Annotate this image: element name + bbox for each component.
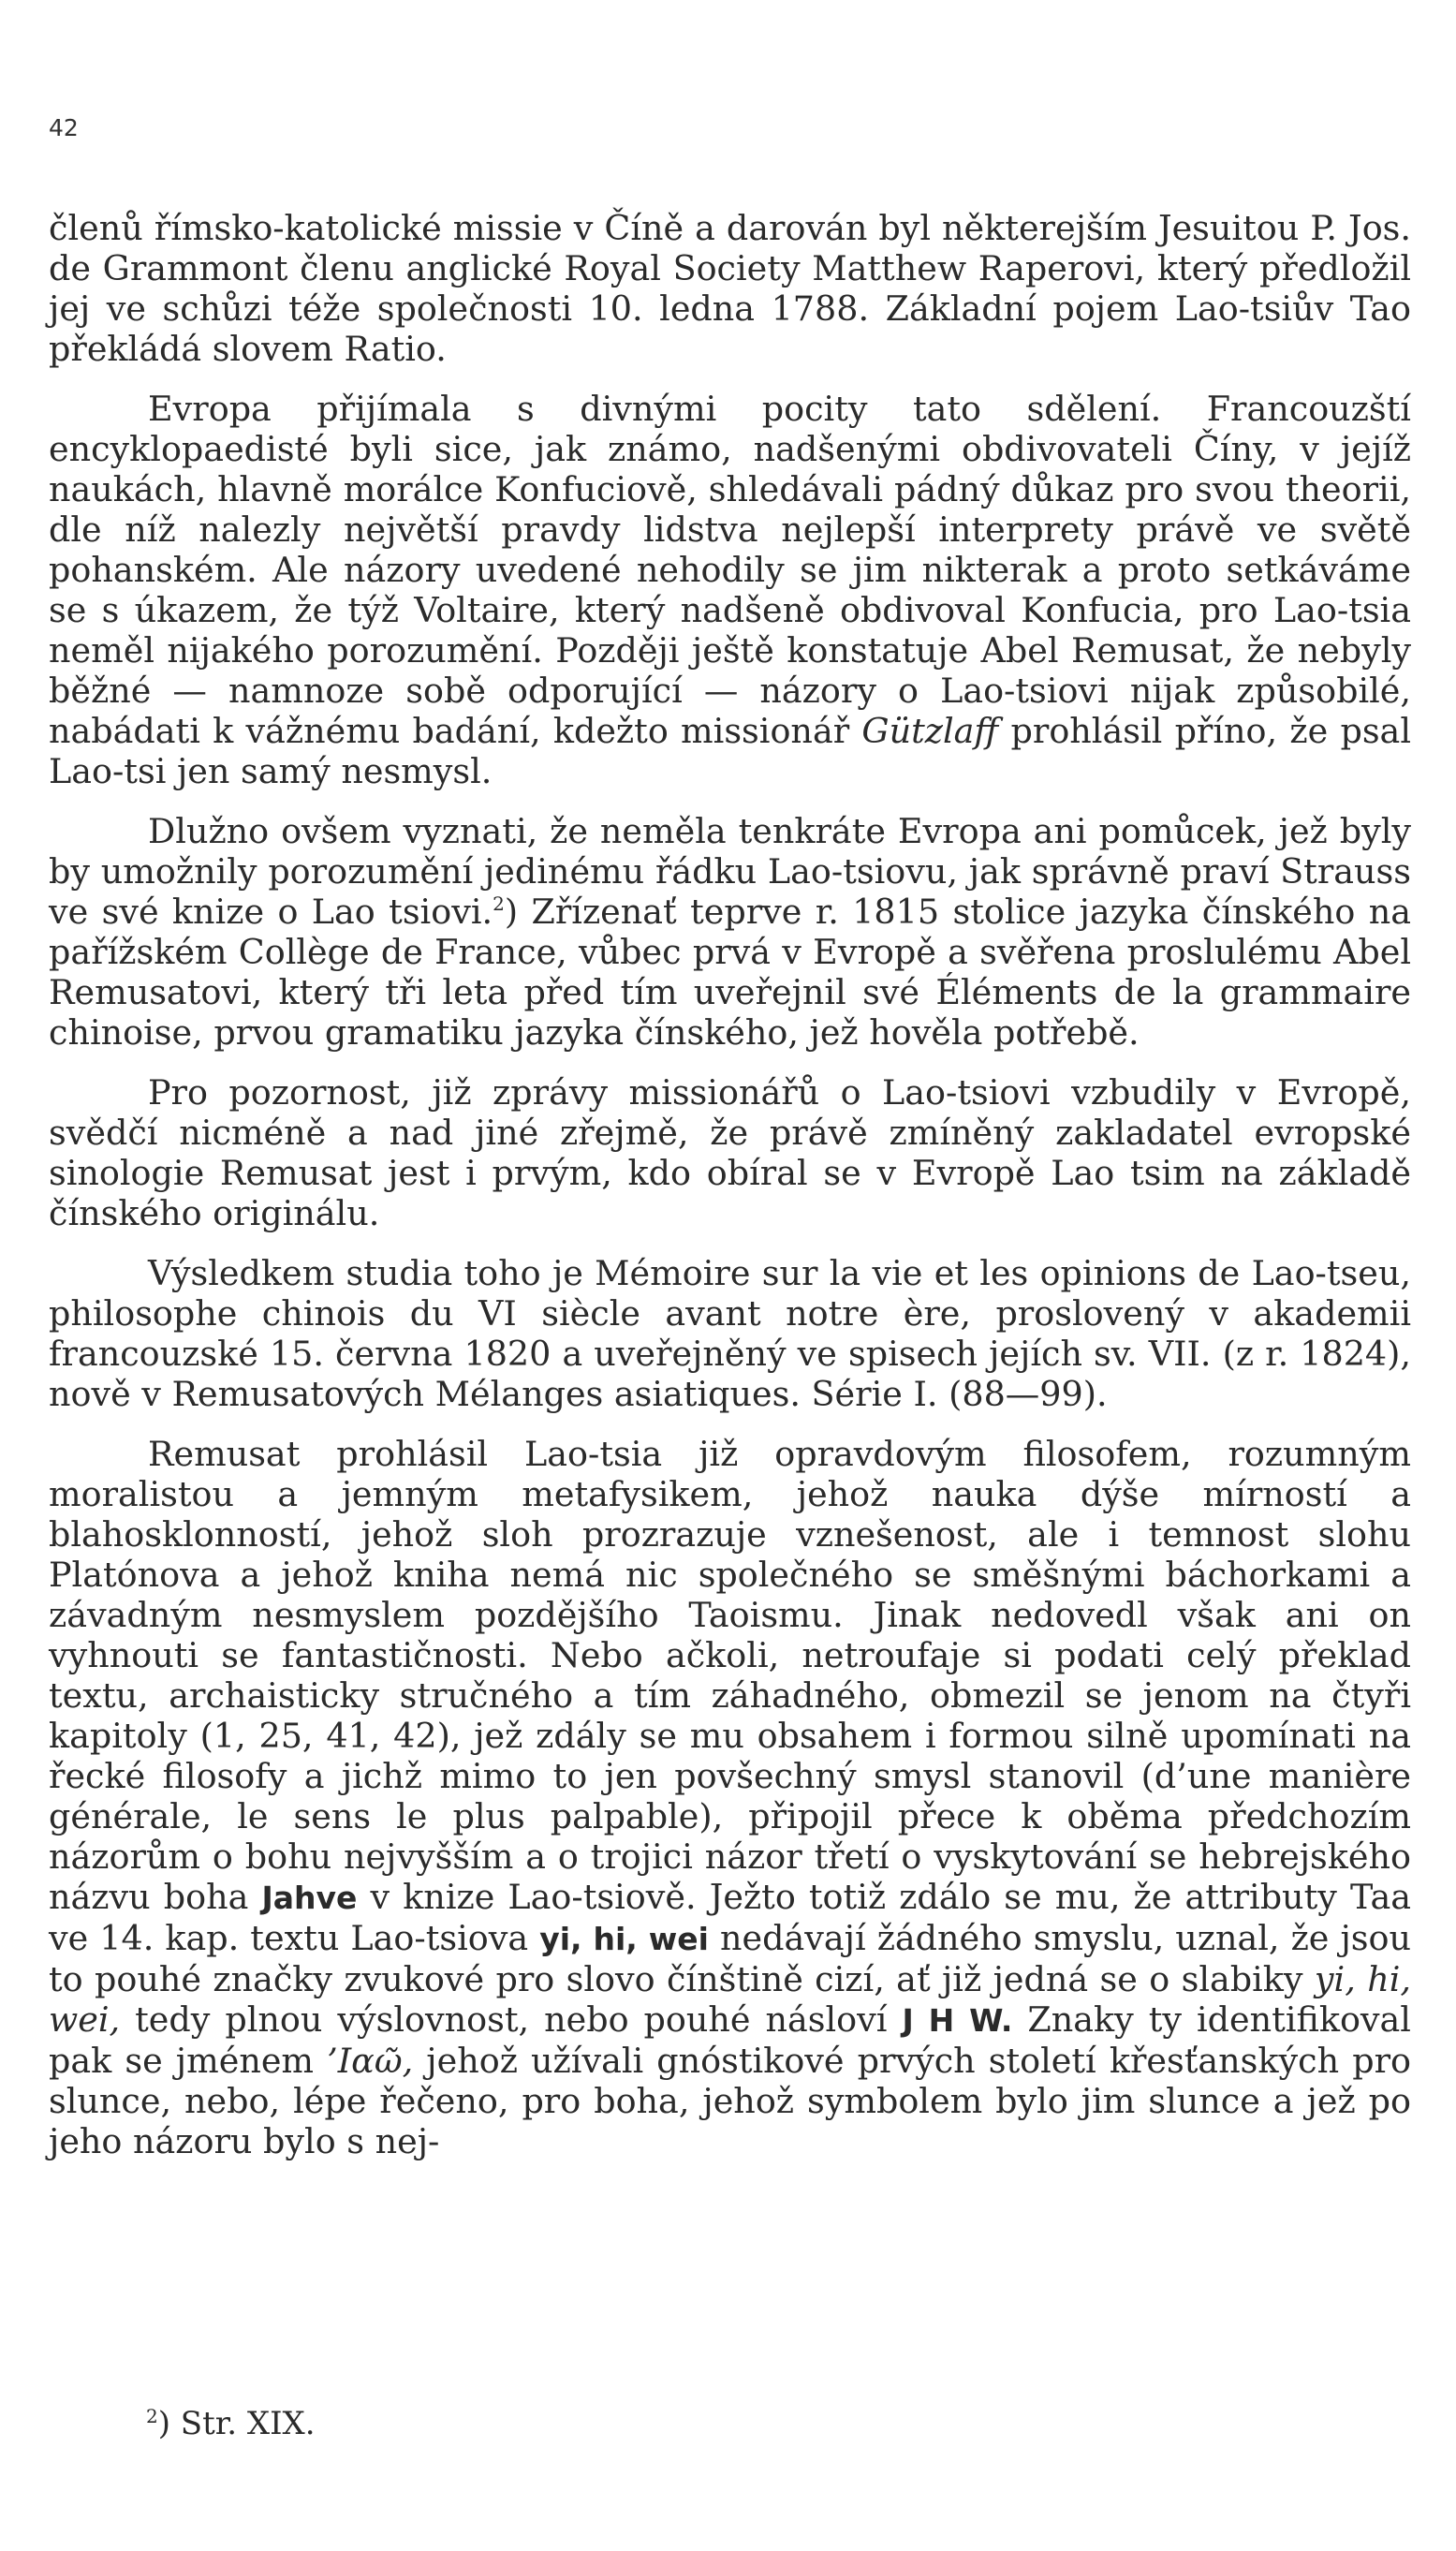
text-run: členů římsko-katolické missie v Číně a darován byl některejším Jesuitou P. Jos. de Grammont členu anglické Royal Society Matthew Raperovi, který předložil jej ve schůzi téže společnosti 10. ledna 1788. Základní pojem Lao-tsiův Tao překládá slovem Ratio. bbox=[49, 208, 1411, 369]
paragraph bbox=[49, 389, 1411, 791]
text-run: tedy plnou výslovnost, nebo pouhé násloví bbox=[120, 1999, 903, 2040]
text-run: ’Ιαῶ, bbox=[327, 2041, 414, 2081]
text-run: yi, hi, wei bbox=[539, 1921, 709, 1957]
text-run: Znaky ty identifikoval pak se jménem bbox=[49, 1999, 1411, 2081]
text-run: yi, hi, wei, bbox=[49, 1959, 1411, 2040]
footnote-reference: 2 bbox=[493, 892, 505, 915]
paragraph bbox=[49, 1434, 1411, 2161]
text-run: Evropa přijímala s divnými pocity tato sdělení. Francouzští encyklopaedisté byli sice, jak známo, nadšenými obdivovateli Číny, v jejíž naukách, hlavně morálce Konfuciově, shledávali pádný důkaz pro svou theorii, dle níž nalezly největší pravdy lidstva nejlepší interprety právě ve světě pohanském. Ale názory uvedené nehodily se jim nikterak a proto setkáváme se s úkazem, že týž Voltaire, který nadšeně obdivoval Konfucia, pro Lao-tsia neměl nijakého porozumění. Později ještě konstatuje Abel Remusat, že nebyly běžné — namnoze sobě odporující — názory o Lao-tsiovi nijak způsobilé, nabádati k vážnému badání, kdežto missionář bbox=[49, 389, 1411, 751]
paragraph bbox=[49, 1253, 1411, 1414]
text-run: J H W. bbox=[902, 2002, 1013, 2039]
text-run: Jahve bbox=[261, 1880, 358, 1916]
text-run: nedávají žádného smyslu, uznal, že jsou to pouhé značky zvukové pro slovo čínštině cizí, ať již jedná se o slabiky bbox=[49, 1918, 1412, 1999]
paragraph bbox=[49, 1072, 1411, 1233]
text-run: Gützlaff bbox=[861, 711, 999, 751]
text-run: v knize Lao-tsiově. Ježto totiž zdálo se mu, že attributy Taa ve 14. kap. textu Lao-tsiova bbox=[49, 1877, 1411, 1958]
text-run: Remusat prohlásil Lao-tsia již opravdovým filosofem, rozumným moralistou a jemným metafysikem, jehož nauka dýše mírností a blahosklonností, jehož sloh prozrazuje vznešenost, ale i temnost slohu Platónova a jehož kniha nemá nic společného se směšnými báchorkami a závadným nesmyslem pozdějšího Taoismu. Jinak nedovedl však ani on vyhnouti se fantastičnosti. Nebo ačkoli, netroufaje si podati celý překlad textu, archaisticky stručného a tím záhadného, obmezil se jenom na čtyři kapitoly (1, 25, 41, 42), jež zdály se mu obsahem i formou silně upomínati na řecké filosofy a jichž mimo to jen povšechný smysl stanovil (d’une manière générale, le sens le plus palpable), připojil přece k oběma předchozím názorům o bohu nejvyšším a o trojici názor třetí o vyskytování se hebrejského názvu boha bbox=[49, 1434, 1411, 1917]
text-run: jehož užívali gnóstikové prvých století křesťanských pro slunce, nebo, lépe řečeno, pro boha, jehož symbolem bylo jim slunce a jež po jeho názoru bylo s nej- bbox=[49, 2041, 1411, 2161]
text-run: Dlužno ovšem vyznati, že neměla tenkráte Evropa ani pomůcek, jež byly by umožnily porozumění jedinému řádku Lao-tsiovu, jak správně praví Strauss ve své knize o Lao tsiovi. bbox=[49, 811, 1411, 932]
body-text bbox=[49, 208, 1411, 2181]
text-run: Pro pozornost, již zprávy missionářů o Lao-tsiovi vzbudily v Evropě, svědčí nicméně a nad jiné zřejmě, že právě zmíněný zakladatel evropské sinologie Remusat jest i prvým, kdo obíral se v Evropě Lao tsim na základě čínského originálu. bbox=[49, 1072, 1411, 1233]
page-number: 42 bbox=[49, 114, 79, 141]
paragraph bbox=[49, 811, 1411, 1053]
footnote-marker: 2 bbox=[146, 2405, 158, 2427]
paragraph bbox=[49, 208, 1411, 369]
text-run: prohlásil příno, že psal Lao-tsi jen samý nesmysl. bbox=[49, 711, 1411, 791]
text-run: Výsledkem studia toho je Mémoire sur la vie et les opinions de Lao-tseu, philosophe chinois du VI siècle avant notre ère, proslovený v akademii francouzské 15. června 1820 a uveřejněný ve spisech jejích sv. VII. (z r. 1824), nově v Remusatových Mélanges asiatiques. Série I. (88—99). bbox=[49, 1253, 1411, 1414]
footnote bbox=[146, 2405, 316, 2442]
footnote-text: ) Str. XIX. bbox=[157, 2405, 316, 2442]
text-run: ) Zřízenať teprve r. 1815 stolice jazyka čínského na pařížském Collège de France, vůbec prvá v Evropě a svěřena proslulému Abel Remusatovi, který tři leta před tím uveřejnil své Éléments de la grammaire chinoise, prvou gramatiku jazyka čínského, jež hověla potřebě. bbox=[49, 892, 1411, 1053]
